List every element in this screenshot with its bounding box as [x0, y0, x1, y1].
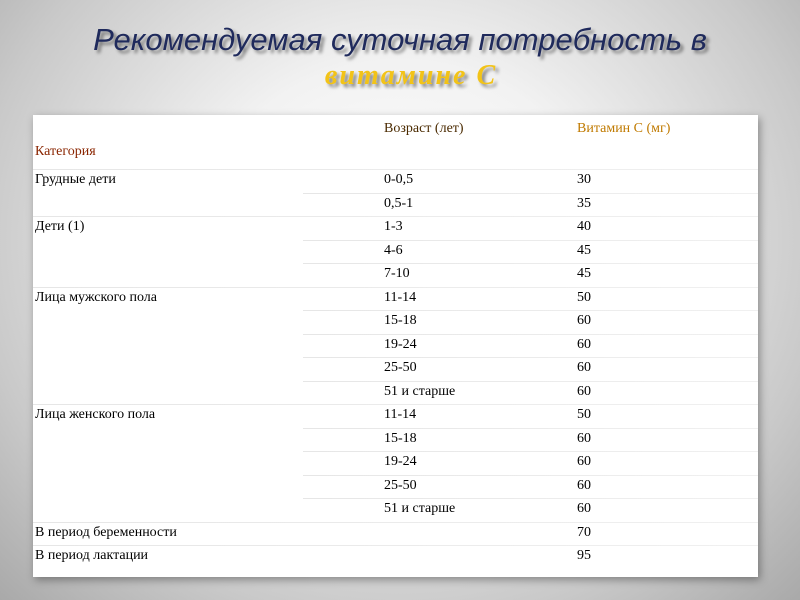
row-separator: [303, 310, 758, 311]
cell-vitamin: 50: [577, 407, 591, 422]
cell-age: 25-50: [384, 360, 417, 375]
table-row: [33, 381, 758, 405]
table-row: [33, 193, 758, 217]
row-separator: [303, 334, 758, 335]
table-row: [33, 404, 758, 428]
header-vitamin: Витамин С (мг): [577, 121, 671, 136]
cell-vitamin: 35: [577, 195, 591, 211]
table-row: [33, 287, 758, 311]
cell-vitamin: 60: [577, 501, 591, 516]
cell-vitamin: 45: [577, 242, 591, 258]
cell-age: 0,5-1: [384, 195, 414, 211]
title-line-1: Рекомендуемая суточная потребность в: [93, 22, 707, 57]
cell-age: 7-10: [384, 266, 410, 281]
table-row: [33, 475, 758, 499]
row-separator: [303, 381, 758, 382]
cell-vitamin: 60: [577, 454, 591, 469]
cell-vitamin: 40: [577, 219, 591, 234]
row-separator: [303, 428, 758, 429]
table-row: [33, 263, 758, 287]
row-separator: [33, 522, 758, 523]
row-separator: [33, 545, 758, 546]
vitamin-table: [33, 115, 758, 577]
cell-vitamin: 45: [577, 266, 591, 281]
cell-category: Лица женского пола: [35, 407, 156, 422]
cell-vitamin: 60: [577, 430, 591, 446]
row-separator: [33, 404, 758, 405]
cell-age: 0-0,5: [384, 172, 414, 187]
row-separator: [303, 357, 758, 358]
table-row: [33, 545, 758, 569]
cell-category: Лица мужского пола: [35, 289, 157, 305]
header-age: Возраст (лет): [384, 121, 464, 136]
row-separator: [33, 287, 758, 288]
cell-vitamin: 60: [577, 313, 591, 328]
table-row: [33, 334, 758, 358]
table-body: [33, 169, 758, 569]
cell-category: Грудные дети: [35, 172, 116, 187]
cell-age: 15-18: [384, 313, 417, 328]
row-separator: [303, 263, 758, 264]
table-row: [33, 310, 758, 334]
row-separator: [33, 216, 758, 217]
cell-age: 51 и старше: [384, 501, 456, 516]
row-separator: [303, 475, 758, 476]
slide-title: [0, 22, 800, 94]
cell-vitamin: 60: [577, 383, 591, 399]
cell-category: Дети (1): [35, 219, 85, 234]
table-row: [33, 216, 758, 240]
cell-age: 25-50: [384, 477, 417, 493]
title-line-2: витамине С: [324, 60, 498, 91]
cell-vitamin: 60: [577, 336, 591, 352]
row-separator: [33, 169, 758, 170]
table-row: [33, 240, 758, 264]
cell-age: 15-18: [384, 430, 417, 446]
cell-vitamin: 60: [577, 477, 591, 493]
cell-vitamin: 30: [577, 172, 591, 187]
cell-age: 11-14: [384, 407, 417, 422]
cell-age: 1-3: [384, 219, 403, 234]
row-separator: [303, 240, 758, 241]
row-separator: [303, 193, 758, 194]
table-row: [33, 169, 758, 193]
header-category: Категория: [35, 144, 96, 159]
cell-age: 19-24: [384, 454, 417, 469]
table-row: [33, 357, 758, 381]
cell-category: В период беременности: [35, 524, 177, 540]
cell-age: 4-6: [384, 242, 403, 258]
cell-vitamin: 50: [577, 289, 591, 305]
table-row: [33, 428, 758, 452]
row-separator: [303, 451, 758, 452]
table-row: [33, 522, 758, 546]
cell-category: В период лактации: [35, 548, 149, 563]
row-separator: [303, 498, 758, 499]
cell-age: 11-14: [384, 289, 417, 305]
table-header: [33, 115, 758, 169]
cell-age: 51 и старше: [384, 383, 456, 399]
cell-vitamin: 95: [577, 548, 591, 563]
cell-vitamin: 60: [577, 360, 591, 375]
table-row: [33, 498, 758, 522]
table-row: [33, 451, 758, 475]
cell-age: 19-24: [384, 336, 417, 352]
cell-vitamin: 70: [577, 524, 591, 540]
